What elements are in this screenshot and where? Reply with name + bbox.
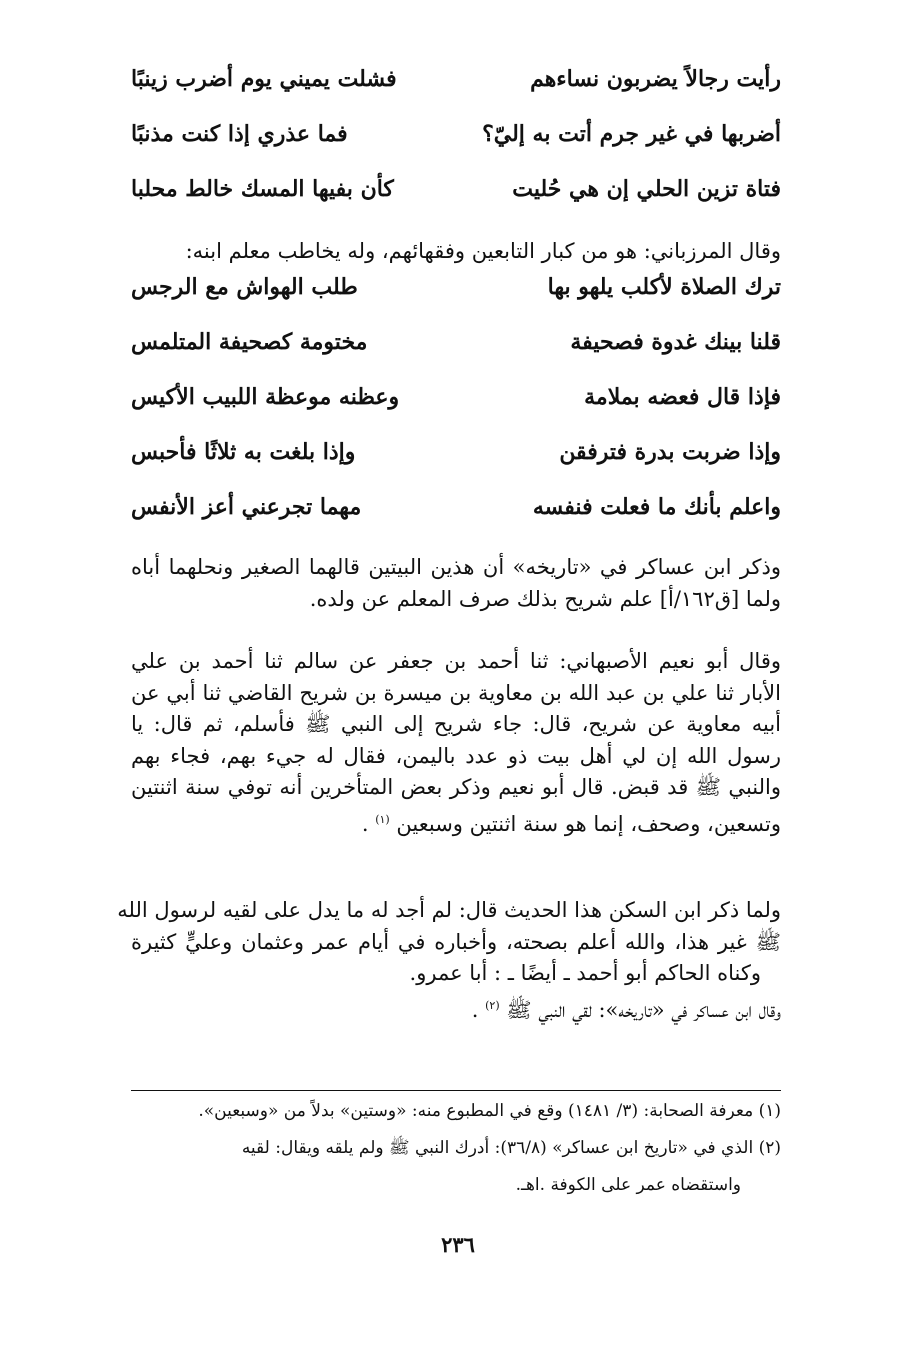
footnote: (٢) الذي في «تاريخ ابن عساكر» (٣٦/٨): أدرك النبي ﷺ ولم يلقه ويقال: لقيه [241,1138,781,1158]
verse-first-hemistich: قلنا بينك غدوة فصحيفة [570,329,781,355]
verse [131,494,781,549]
text-line [131,990,781,1022]
verse [131,384,781,439]
text-span: وقال ابن عساكر في «تاريخه»: لقي النبي ﷺ [506,997,781,1022]
verse-second-hemistich: وإذا بلغت به ثلاثًا فأحبس [131,439,356,465]
verse-first-hemistich: أضربها في غير جرم أتت به إليّ؟ [482,121,781,147]
footnote-separator [131,1090,781,1091]
verse [131,66,781,121]
text-line: ولما ذكر ابن السكن هذا الحديث قال: لم أجد له ما يدل على لقيه لرسول الله [117,898,781,922]
full-stop: . [361,811,369,836]
verse [131,176,781,231]
verse-first-hemistich: فتاة تزين الحلي إن هي حُليت [512,176,781,202]
text-line [131,804,781,836]
verse-second-hemistich: فشلت يميني يوم أضرب زينبًا [131,66,397,92]
footnote: (١) معرفة الصحابة: (٣/ ١٤٨١) وقع في المطبوع منه: «وستين» بدلاً من «وسبعين». [198,1101,781,1121]
verse-first-hemistich: واعلم بأنك ما فعلت فنفسه [532,494,781,520]
footnote-continuation: واستقضاه عمر على الكوفة .اهـ. [515,1175,741,1195]
verse-first-hemistich: ترك الصلاة لأكلب يلهو بها [547,274,781,300]
footnotes [131,1093,781,1204]
verse [131,439,781,494]
verse [131,329,781,384]
text-line: الأبار ثنا علي بن عبد الله بن معاوية بن ميسرة بن شريح القاضي ثنا أبي عن [131,680,781,705]
paragraph-ibn-asakir [131,552,781,615]
verse [131,121,781,176]
text-line: أبيه معاوية عن شريح، قال: جاء شريح إلى النبي ﷺ فأسلم، ثم قال: يا [131,712,781,736]
intro-paragraph [131,236,781,268]
verse-second-hemistich: كأن بفيها المسك خالط محلبا [131,176,394,202]
verse-first-hemistich: فإذا قال فعضه بملامة [584,384,781,410]
verse-first-hemistich: رأيت رجالاً يضربون نساءهم [530,66,781,92]
page-number: ٢٣٦ [441,1232,475,1257]
text-line: وكناه الحاكم أبو أحمد ـ أيضًا ـ : أبا عمرو. [409,961,761,985]
verse-second-hemistich: مختومة كصحيفة المتلمس [131,329,368,355]
text-line: وذكر ابن عساكر في «تاريخه» أن هذين البيتين قالهما الصغير ونحلهما أباه [131,555,781,579]
footnote-marker[interactable]: (٢) [485,998,500,1012]
poem-first [131,66,781,231]
verse-second-hemistich: فما عذري إذا كنت مذنبًا [131,121,348,147]
text-line: رسول الله إن لي أهل بيت ذو عدد باليمن، فقال له جيء بهم، فجاء بهم [131,743,781,768]
paragraph-ibn-sakan [117,895,781,1022]
text-span: وتسعين، وصحف، إنما هو سنة اثنتين وسبعين [396,811,781,836]
text-line: والنبي ﷺ قد قبض. قال أبو نعيم وذكر بعض المتأخرين أنه توفي سنة اثنتين [131,775,781,799]
verse [131,274,781,329]
text-line: وقال أبو نعيم الأصبهاني: ثنا أحمد بن جعفر عن سالم ثنا أحمد بن علي [131,649,781,673]
verse-second-hemistich: وعظنه موعظة اللبيب الأكيس [131,384,400,410]
text-line: ﷺ غير هذا، والله أعلم بصحته، وأخباره في أيام عمر وعثمان وعليٍّ كثيرة [131,929,781,954]
verse-second-hemistich: مهما تجرعني أعز الأنفس [131,494,362,520]
text-line: ولما [ق١٦٢/أ] علم شريح بذلك صرف المعلم عن ولده. [309,586,781,611]
footnote-marker[interactable]: (١) [375,812,390,826]
verse-first-hemistich: وإذا ضربت بدرة فترفقن [559,439,781,465]
text-line: وقال المرزباني: هو من كبار التابعين وفقهائهم، وله يخاطب معلم ابنه: [185,239,781,263]
poem-second [131,274,781,549]
paragraph-abu-nuaym [131,646,781,835]
full-stop: . [471,997,479,1022]
verse-second-hemistich: طلب الهواش مع الرجس [131,274,358,300]
